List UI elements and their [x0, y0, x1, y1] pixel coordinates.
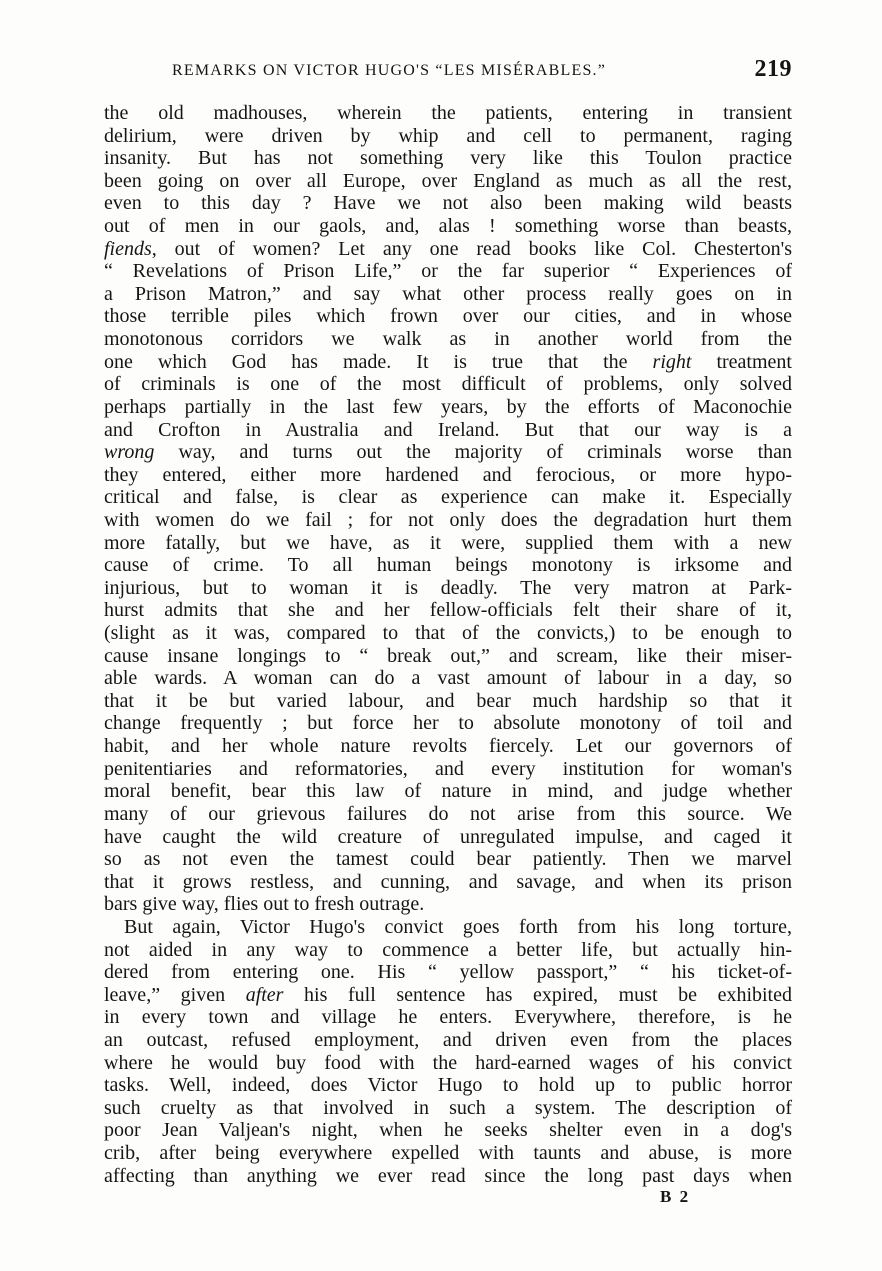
- text-line: insanity. But has not something very like this Toulon practice: [104, 147, 792, 170]
- text-line: with women do we fail ; for not only does the degradation hurt them: [104, 508, 792, 531]
- text-line: one which God has made. It is true that the right treatment: [104, 350, 792, 373]
- text-line: that it be but varied labour, and bear much hardship so that it: [104, 689, 792, 712]
- text-line: have caught the wild creature of unregulated impulse, and caged it: [104, 825, 792, 848]
- text-line: habit, and her whole nature revolts fiercely. Let our governors of: [104, 735, 792, 758]
- text-line: change frequently ; but force her to absolute monotony of toil and: [104, 712, 792, 735]
- text-line: more fatally, but we have, as it were, supplied them with a new: [104, 531, 792, 554]
- text-line: (slight as it was, compared to that of the convicts,) to be enough to: [104, 622, 792, 645]
- italic-emphasis: after: [245, 983, 284, 1006]
- italic-emphasis: right: [652, 350, 692, 373]
- text-line: hurst admits that she and her fellow-officials felt their share of it,: [104, 599, 792, 622]
- text-line: such cruelty as that involved in such a system. The description of: [104, 1096, 792, 1119]
- text-line: and Crofton in Australia and Ireland. But that our way is a: [104, 418, 792, 441]
- text-line: those terrible piles which frown over our cities, and in whose: [104, 305, 792, 328]
- text-line: a Prison Matron,” and say what other process really goes on in: [104, 282, 792, 305]
- text-line-paragraph-start: But again, Victor Hugo's convict goes forth from his long torture,: [124, 915, 792, 938]
- running-header: [172, 58, 792, 88]
- text-line: cause of crime. To all human beings monotony is irksome and: [104, 554, 792, 577]
- text-line: even to this day ? Have we not also been making wild beasts: [104, 192, 792, 215]
- text-line: they entered, either more hardened and ferocious, or more hypo-: [104, 463, 792, 486]
- text-line: “ Revelations of Prison Life,” or the far superior “ Experiences of: [104, 260, 792, 283]
- text-line: dered from entering one. His “ yellow passport,” “ his ticket-of-: [104, 961, 792, 984]
- running-title: REMARKS ON VICTOR HUGO'S “LES MISÉRABLES.”: [172, 62, 607, 79]
- text-line: tasks. Well, indeed, does Victor Hugo to hold up to public horror: [104, 1074, 792, 1097]
- text-line: the old madhouses, wherein the patients, entering in transient: [104, 102, 792, 124]
- text-line: of criminals is one of the most difficult of problems, only solved: [104, 373, 792, 396]
- text-line: been going on over all Europe, over England as much as all the rest,: [104, 169, 792, 192]
- text-line: that it grows restless, and cunning, and savage, and when its prison: [104, 870, 792, 893]
- text-line: leave,” given after his full sentence has expired, must be exhibited: [104, 983, 792, 1006]
- text-line: many of our grievous failures do not arise from this source. We: [104, 802, 792, 825]
- page-number: 219: [754, 56, 792, 82]
- italic-emphasis: wrong: [104, 441, 155, 464]
- italic-emphasis: fiends: [104, 237, 152, 260]
- text-line: moral benefit, bear this law of nature in mind, and judge whether: [104, 780, 792, 803]
- text-line: an outcast, refused employment, and driven even from the places: [104, 1028, 792, 1051]
- text-line: injurious, but to woman it is deadly. The very matron at Park-: [104, 576, 792, 599]
- text-line: wrong way, and turns out the majority of criminals worse than: [104, 441, 792, 464]
- text-line: affecting than anything we ever read since the long past days when: [104, 1164, 792, 1187]
- text-line: cause insane longings to “ break out,” and scream, like their miser-: [104, 644, 792, 667]
- text-line: not aided in any way to commence a better life, but actually hin-: [104, 938, 792, 961]
- body-text: [104, 102, 792, 1187]
- text-line: penitentiaries and reformatories, and every institution for woman's: [104, 757, 792, 780]
- text-line: crib, after being everywhere expelled with taunts and abuse, is more: [104, 1142, 792, 1165]
- text-line: critical and false, is clear as experience can make it. Especially: [104, 486, 792, 509]
- text-line-paragraph-end: bars give way, flies out to fresh outrage.: [104, 893, 425, 916]
- text-line: where he would buy food with the hard-earned wages of his convict: [104, 1051, 792, 1074]
- text-line: in every town and village he enters. Everywhere, therefore, is he: [104, 1006, 792, 1029]
- text-line: delirium, were driven by whip and cell to permanent, raging: [104, 124, 792, 147]
- text-line: out of men in our gaols, and, alas ! something worse than beasts,: [104, 215, 792, 238]
- text-line: monotonous corridors we walk as in another world from the: [104, 328, 792, 351]
- signature-mark: B 2: [660, 1187, 691, 1206]
- text-line: poor Jean Valjean's night, when he seeks shelter even in a dog's: [104, 1119, 792, 1142]
- text-line: able wards. A woman can do a vast amount of labour in a day, so: [104, 667, 792, 690]
- text-line: perhaps partially in the last few years, by the efforts of Maconochie: [104, 395, 792, 418]
- text-line: fiends, out of women? Let any one read books like Col. Chesterton's: [104, 237, 792, 260]
- text-line: so as not even the tamest could bear patiently. Then we marvel: [104, 848, 792, 871]
